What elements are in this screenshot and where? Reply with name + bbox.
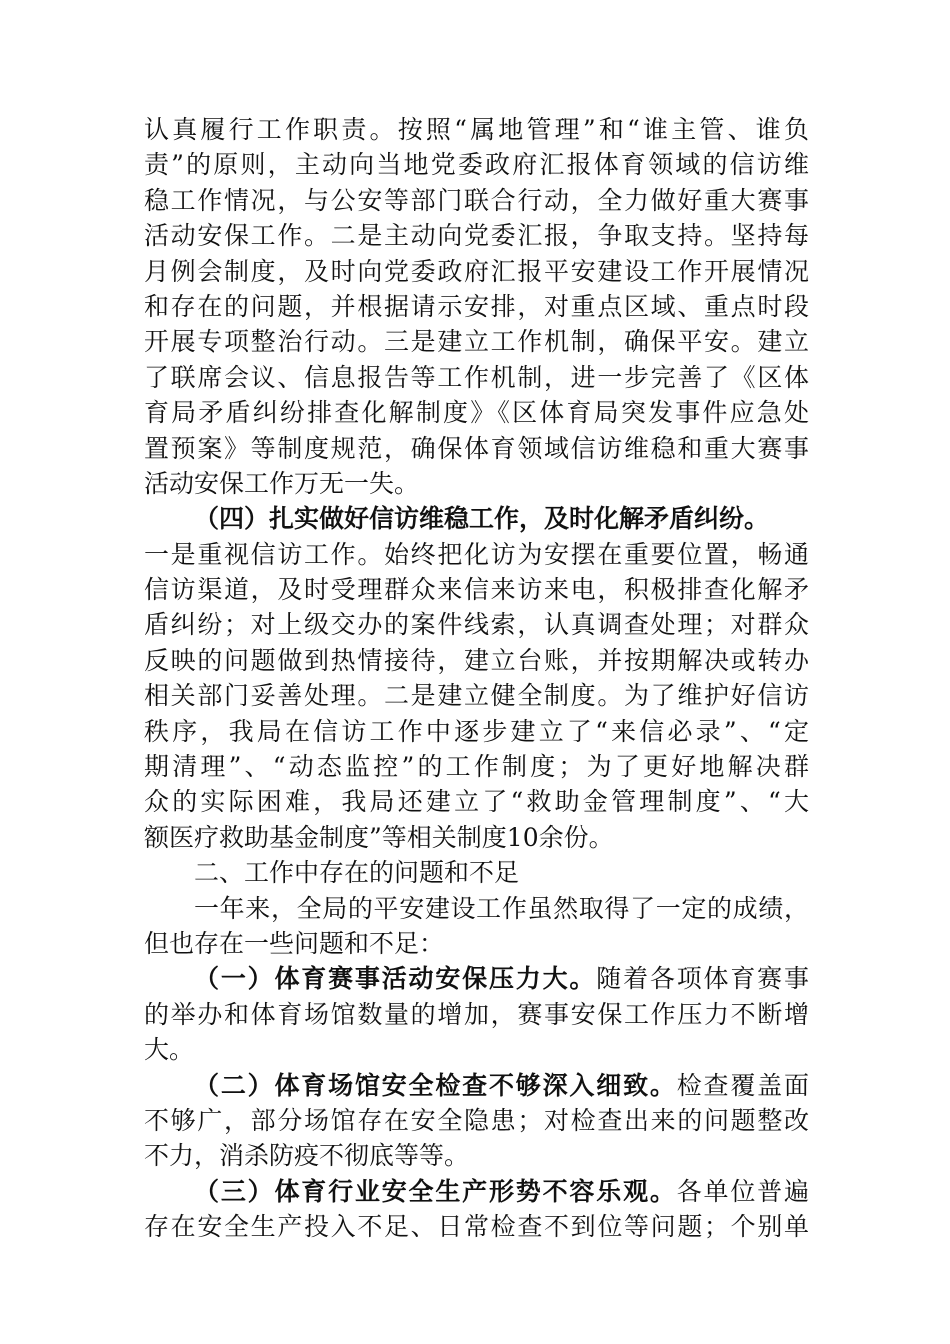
text-line: 众的实际困难，我局还建立了“救助金管理制度”、“大 (144, 787, 809, 817)
text-line: 和存在的问题，并根据请示安排，对重点区域、重点时段 (144, 291, 809, 321)
text-line: 盾纠纷；对上级交办的案件线索，认真调查处理；对群众 (144, 610, 809, 640)
text-line (144, 1174, 809, 1209)
paragraph-safety-mechanisms (144, 112, 809, 501)
text-line: 活动安保工作。二是主动向党委汇报，争取支持。坚持每 (144, 221, 809, 251)
text-line: 的举办和体育场馆数量的增加，赛事安保工作压力不断增 (144, 999, 809, 1029)
text-line: 月例会制度，及时向党委政府汇报平安建设工作开展情况 (144, 256, 809, 286)
document-page (144, 112, 809, 1245)
text-line: 一年来，全局的平安建设工作虽然取得了一定的成绩， (194, 893, 809, 923)
text-line: 责”的原则，主动向当地党委政府汇报体育领域的信访维 (144, 150, 809, 180)
text-line: 额医疗救助基金制度”等相关制度10余份。 (144, 822, 614, 852)
text-line: 活动安保工作万无一失。 (144, 468, 420, 498)
text-line: 不力，消杀防疫不彻底等等。 (144, 1141, 470, 1171)
problem-2-heading: （二）体育场馆安全检查不够深入细致。 (194, 1070, 677, 1100)
text-line: 认真履行工作职责。按照“属地管理”和“谁主管、谁负 (144, 115, 809, 144)
text-line (144, 961, 809, 996)
text-line: 不够广，部分场馆存在安全隐患；对检查出来的问题整改 (144, 1105, 809, 1135)
text-line: 置预案》等制度规范，确保体育领域信访维稳和重大赛事 (144, 433, 809, 463)
problem-3-text: 各单位普遍 (676, 1176, 809, 1206)
text-line: 反映的问题做到热情接待，建立台账，并按期解决或转办 (144, 645, 809, 675)
section-heading-problems: 二、工作中存在的问题和不足 (194, 858, 520, 888)
text-line: 开展专项整治行动。三是建立工作机制，确保平安。建立 (144, 327, 809, 357)
paragraph-section-4 (144, 501, 809, 855)
text-line (144, 1068, 809, 1103)
text-line: 存在安全生产投入不足、日常检查不到位等问题；个别单 (144, 1212, 809, 1242)
problem-2-text: 检查覆盖面 (676, 1070, 809, 1100)
text-line: 信访渠道，及时受理群众来信来访来电，积极排查化解矛 (144, 575, 809, 605)
problem-3-heading: （三）体育行业安全生产形势不容乐观。 (194, 1176, 677, 1206)
text-line: 秩序，我局在信访工作中逐步建立了“来信必录”、“定 (144, 716, 809, 746)
text-line: 育局矛盾纠纷排查化解制度》《区体育局突发事件应急处 (144, 398, 809, 428)
section-4-heading: （四）扎实做好信访维稳工作，及时化解矛盾纠纷。 (194, 504, 770, 534)
paragraph-problem-3 (144, 1174, 809, 1245)
paragraph-problem-1 (144, 961, 809, 1067)
paragraph-intro (144, 891, 809, 962)
problem-1-heading: （一）体育赛事活动安保压力大。 (194, 964, 597, 994)
text-line: 大。 (144, 1035, 195, 1065)
paragraph-problem-2 (144, 1068, 809, 1174)
text-line: 相关部门妥善处理。二是建立健全制度。为了维护好信访 (144, 681, 809, 711)
problem-1-text: 随着各项体育赛事 (596, 964, 809, 994)
text-line: 期清理”、“动态监控”的工作制度；为了更好地解决群 (144, 752, 809, 782)
text-line: 但也存在一些问题和不足： (144, 928, 445, 958)
text-line: 了联席会议、信息报告等工作机制，进一步完善了《区体 (144, 362, 809, 392)
text-line: 一是重视信访工作。始终把化访为安摆在重要位置，畅通 (144, 539, 809, 569)
text-line: 稳工作情况，与公安等部门联合行动，全力做好重大赛事 (144, 185, 809, 215)
